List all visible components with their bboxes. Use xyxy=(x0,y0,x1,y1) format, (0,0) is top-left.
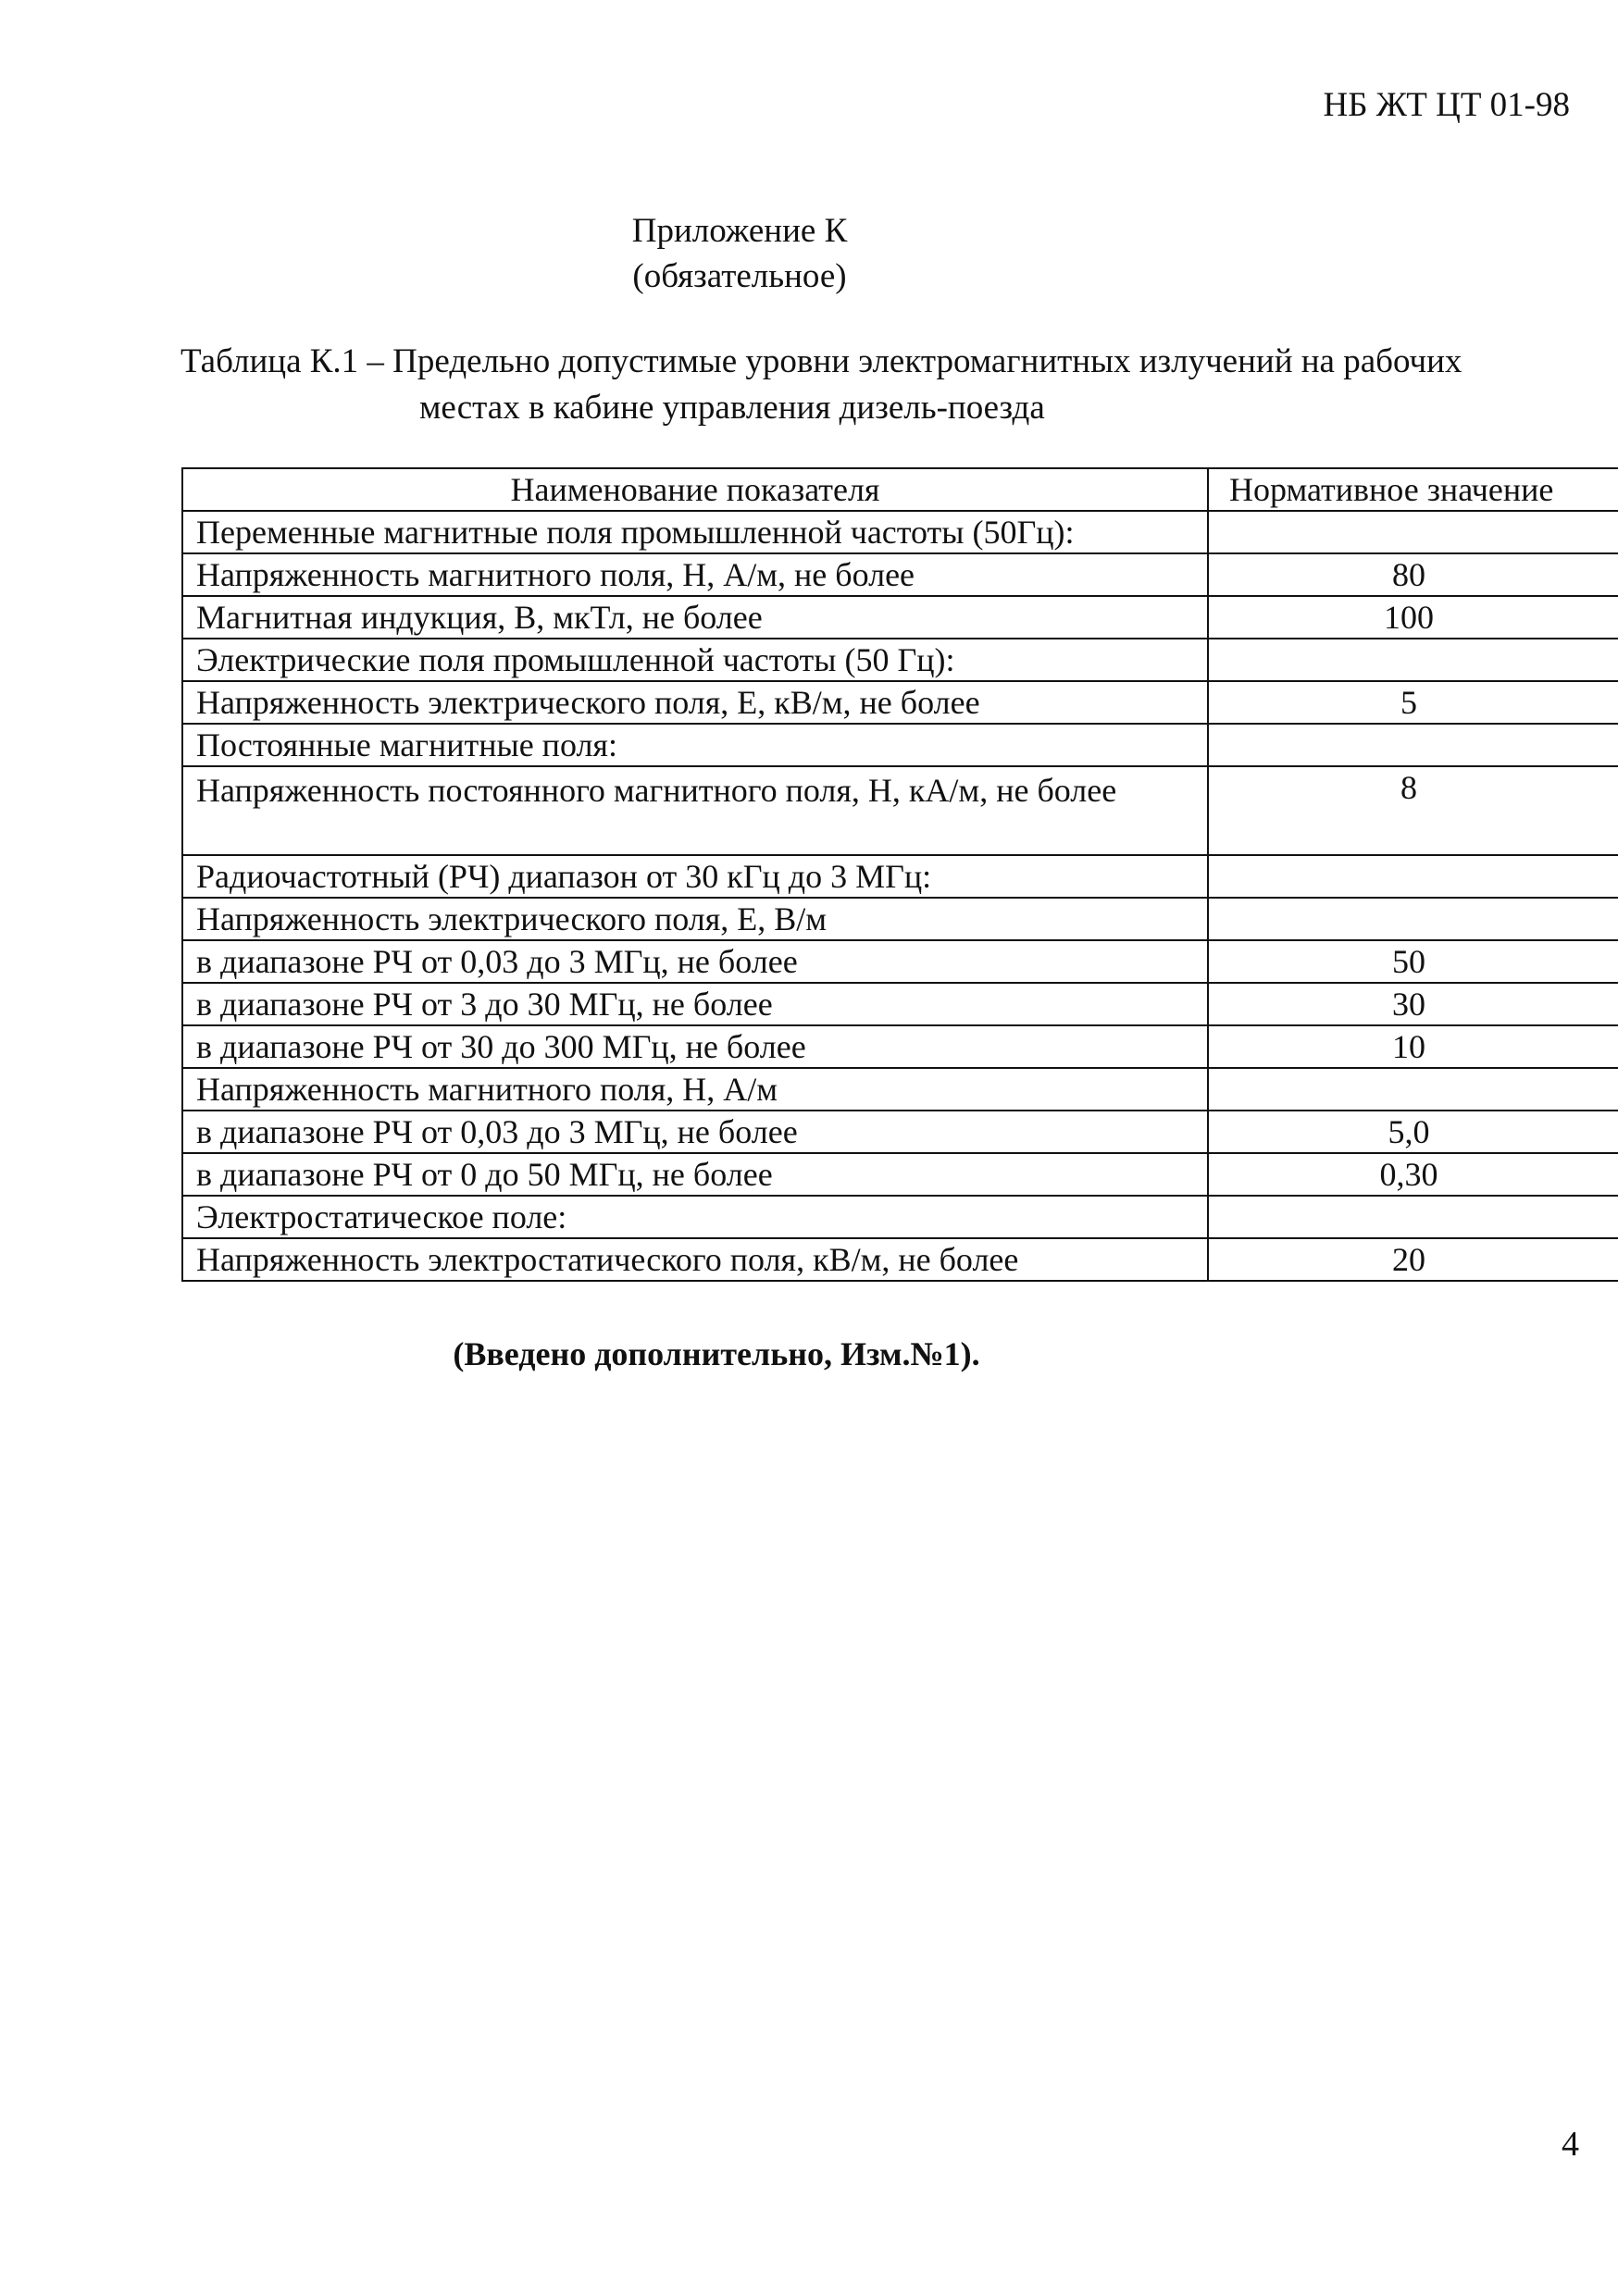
row-name: Радиочастотный (РЧ) диапазон от 30 кГц до 3 МГц: xyxy=(182,855,1208,898)
row-value xyxy=(1208,639,1618,681)
table-row xyxy=(182,511,1618,553)
table-row xyxy=(182,1238,1618,1281)
limits-table-container xyxy=(181,467,1618,1282)
table-caption xyxy=(180,339,1462,431)
row-name: в диапазоне РЧ от 30 до 300 МГц, не более xyxy=(182,1025,1208,1068)
row-name: Напряженность электрического поля, Е, кВ/м, не более xyxy=(182,681,1208,724)
row-value: 0,30 xyxy=(1208,1153,1618,1196)
table-row xyxy=(182,596,1618,639)
row-name: Напряженность магнитного поля, Н, А/м xyxy=(182,1068,1208,1111)
appendix-title: Приложение К xyxy=(631,212,848,250)
table-row xyxy=(182,1153,1618,1196)
row-name: Электростатическое поле: xyxy=(182,1196,1208,1238)
document-code: НБ ЖТ ЦТ 01-98 xyxy=(1323,86,1570,124)
row-value: 20 xyxy=(1208,1238,1618,1281)
row-name: Напряженность электростатического поля, кВ/м, не более xyxy=(182,1238,1208,1281)
row-name: Напряженность электрического поля, Е, В/м xyxy=(182,898,1208,940)
row-name: Электрические поля промышленной частоты (50 Гц): xyxy=(182,639,1208,681)
row-value xyxy=(1208,511,1618,553)
header-indicator-name: Наименование показателя xyxy=(182,468,1208,511)
row-value: 100 xyxy=(1208,596,1618,639)
row-name: в диапазоне РЧ от 0 до 50 МГц, не более xyxy=(182,1153,1208,1196)
row-value xyxy=(1208,898,1618,940)
row-name: Напряженность постоянного магнитного поля, Н, кА/м, не более xyxy=(182,766,1208,855)
table-row xyxy=(182,983,1618,1025)
table-row xyxy=(182,940,1618,983)
table-row xyxy=(182,855,1618,898)
row-value: 8 xyxy=(1208,766,1618,855)
row-name: в диапазоне РЧ от 3 до 30 МГц, не более xyxy=(182,983,1208,1025)
row-value xyxy=(1208,724,1618,766)
row-name: Магнитная индукция, В, мкТл, не более xyxy=(182,596,1208,639)
row-value: 5 xyxy=(1208,681,1618,724)
row-value: 30 xyxy=(1208,983,1618,1025)
row-value: 5,0 xyxy=(1208,1111,1618,1153)
table-row xyxy=(182,1111,1618,1153)
row-name: Напряженность магнитного поля, Н, А/м, не более xyxy=(182,553,1208,596)
appendix-heading xyxy=(0,208,1549,299)
table-row xyxy=(182,1068,1618,1111)
header-normative-value: Нормативное значение xyxy=(1208,468,1618,511)
table-caption-line-2: местах в кабине управления дизель-поезда xyxy=(419,389,1045,427)
table-caption-line-1: Таблица К.1 – Предельно допустимые уровни электромагнитных излучений на рабочих xyxy=(180,342,1462,380)
row-value xyxy=(1208,1196,1618,1238)
table-row xyxy=(182,553,1618,596)
table-row xyxy=(182,766,1618,855)
table-row xyxy=(182,681,1618,724)
table-row xyxy=(182,724,1618,766)
table-row xyxy=(182,1196,1618,1238)
row-value: 10 xyxy=(1208,1025,1618,1068)
table-row xyxy=(182,898,1618,940)
row-name: в диапазоне РЧ от 0,03 до 3 МГц, не более xyxy=(182,1111,1208,1153)
row-value: 50 xyxy=(1208,940,1618,983)
page-number: 4 xyxy=(1562,2125,1579,2164)
limits-table xyxy=(181,467,1618,1282)
row-value xyxy=(1208,1068,1618,1111)
amendment-note: (Введено дополнительно, Изм.№1). xyxy=(453,1335,980,1372)
table-row xyxy=(182,639,1618,681)
row-name: Переменные магнитные поля промышленной частоты (50Гц): xyxy=(182,511,1208,553)
row-name: Постоянные магнитные поля: xyxy=(182,724,1208,766)
table-row xyxy=(182,1025,1618,1068)
appendix-status: (обязательное) xyxy=(632,257,847,295)
row-name: в диапазоне РЧ от 0,03 до 3 МГц, не более xyxy=(182,940,1208,983)
row-value xyxy=(1208,855,1618,898)
table-header-row xyxy=(182,468,1618,511)
row-value: 80 xyxy=(1208,553,1618,596)
